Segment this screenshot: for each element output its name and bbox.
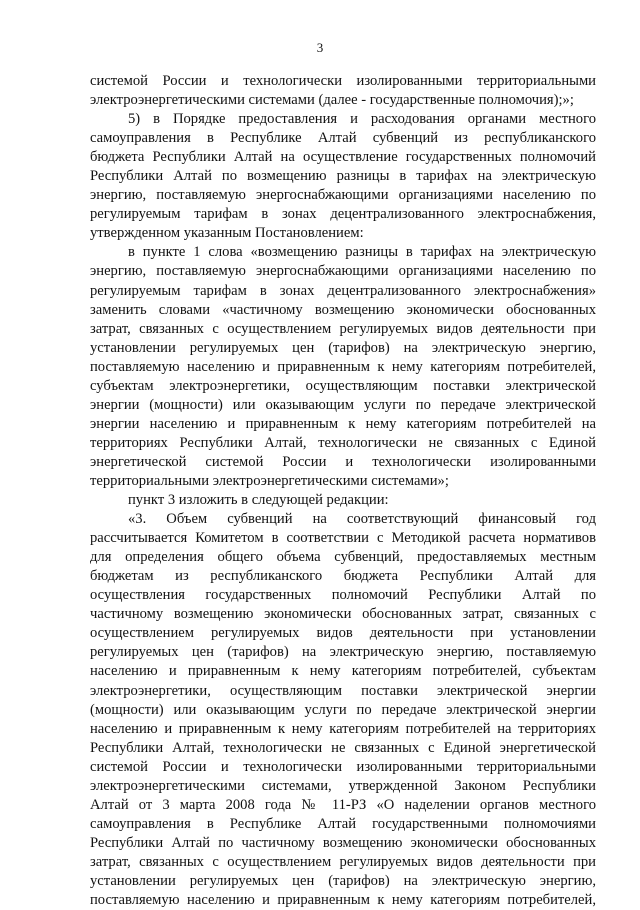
document-body (90, 72, 596, 910)
text-line: электроэнергетическими системами (далее - государственные полномочия);»; (90, 92, 574, 109)
text-line: частичному возмещению экономически обоснованных затрат, связанных с (90, 606, 596, 623)
text-line: Республики Алтай по возмещению разницы в тарифах на электрическую (90, 168, 596, 185)
text-line: 5) в Порядке предоставления и расходования органами местного (128, 111, 596, 128)
text-line: «3. Объем субвенций на соответствующий финансовый год (128, 511, 596, 528)
text-line: установлении регулируемых цен (тарифов) на электрическую энергию, (90, 339, 596, 356)
text-line: энергию, поставляемую энергоснабжающими организациями населению по (90, 187, 596, 204)
text-line: самоуправления в Республике Алтай субвенций из республиканского (90, 130, 596, 147)
text-line: энергию, поставляемую энергоснабжающими организациями населению по (90, 263, 596, 280)
text-line: регулируемым тарифам в зонах децентрализованного электроснабжения, (90, 206, 596, 223)
text-line: осуществления государственных полномочий Республики Алтай по (90, 587, 596, 604)
text-line: поставляемую населению и приравненным к нему категориям потребителей, (90, 358, 596, 375)
text-line: населению и приравненным к нему категориям потребителей на территориях (90, 720, 596, 737)
text-line: регулируемым тарифам в зонах децентрализованного электроснабжения» (90, 282, 596, 299)
text-line: самоуправления в Республике Алтай государственными полномочиями (90, 815, 596, 832)
text-line: системой России и технологически изолированными территориальными (90, 758, 596, 775)
text-line: электроэнергетическими системами, утвержденной Законом Республики (90, 777, 596, 794)
text-line: поставляемую населению и приравненным к нему категориям потребителей, (90, 892, 596, 909)
text-line: регулируемых цен (тарифов) на электрическую энергию, поставляемую (90, 644, 596, 661)
text-line: заменить словами «частичному возмещению экономически обоснованных (90, 301, 596, 318)
text-line: для определения общего объема субвенций, предоставляемых местным (90, 549, 596, 566)
text-line: рассчитывается Комитетом в соответствии с Методикой расчета нормативов (90, 530, 596, 547)
text-line: установлении регулируемых цен (тарифов) на электрическую энергию, (90, 872, 596, 889)
text-line: энергии (мощности) или оказывающим услуги по передаче электрической (90, 396, 596, 413)
text-line: Алтай от 3 марта 2008 года № 11-РЗ «О наделении органов местного (90, 796, 596, 813)
text-line: системой России и технологически изолированными территориальными (90, 73, 596, 89)
text-line: электроэнергетики, осуществляющим поставки электрической энергии (90, 682, 596, 699)
text-line: бюджетам из республиканского бюджета Республики Алтай для (90, 568, 596, 585)
text-line: Республики Алтай по частичному возмещению экономически обоснованных (90, 834, 596, 851)
text-line: бюджета Республики Алтай на осуществление государственных полномочий (90, 149, 596, 166)
text-line: территориальными электроэнергетическими системами»; (90, 472, 449, 489)
text-line: Республики Алтай, технологически не связанных с Единой энергетической (90, 739, 596, 756)
text-line: утвержденном указанным Постановлением: (90, 225, 364, 242)
text-line: (мощности) или оказывающим услуги по передаче электрической энергии (90, 701, 596, 718)
text-line: населению и приравненным к нему категориям потребителей, субъектам (90, 663, 596, 680)
text-line: энергетической системой России и технологически изолированными (90, 453, 596, 470)
text-line: энергии населению и приравненным к нему категориям потребителей на (90, 415, 596, 432)
text-line: субъектам электроэнергетики, осуществляющим поставки электрической (90, 377, 596, 394)
text-line: затрат, связанных с осуществлением регулируемых видов деятельности при (90, 853, 596, 870)
text-line: пункт 3 изложить в следующей редакции: (128, 492, 389, 509)
text-line: в пункте 1 слова «возмещению разницы в тарифах на электрическую (128, 244, 596, 261)
text-line: осуществлением регулируемых видов деятельности при установлении (90, 625, 596, 642)
text-line: затрат, связанных с осуществлением регулируемых видов деятельности при (90, 320, 596, 337)
text-line: территориях Республики Алтай, технологически не связанных с Единой (90, 434, 596, 451)
page-number: 3 (316, 40, 324, 55)
